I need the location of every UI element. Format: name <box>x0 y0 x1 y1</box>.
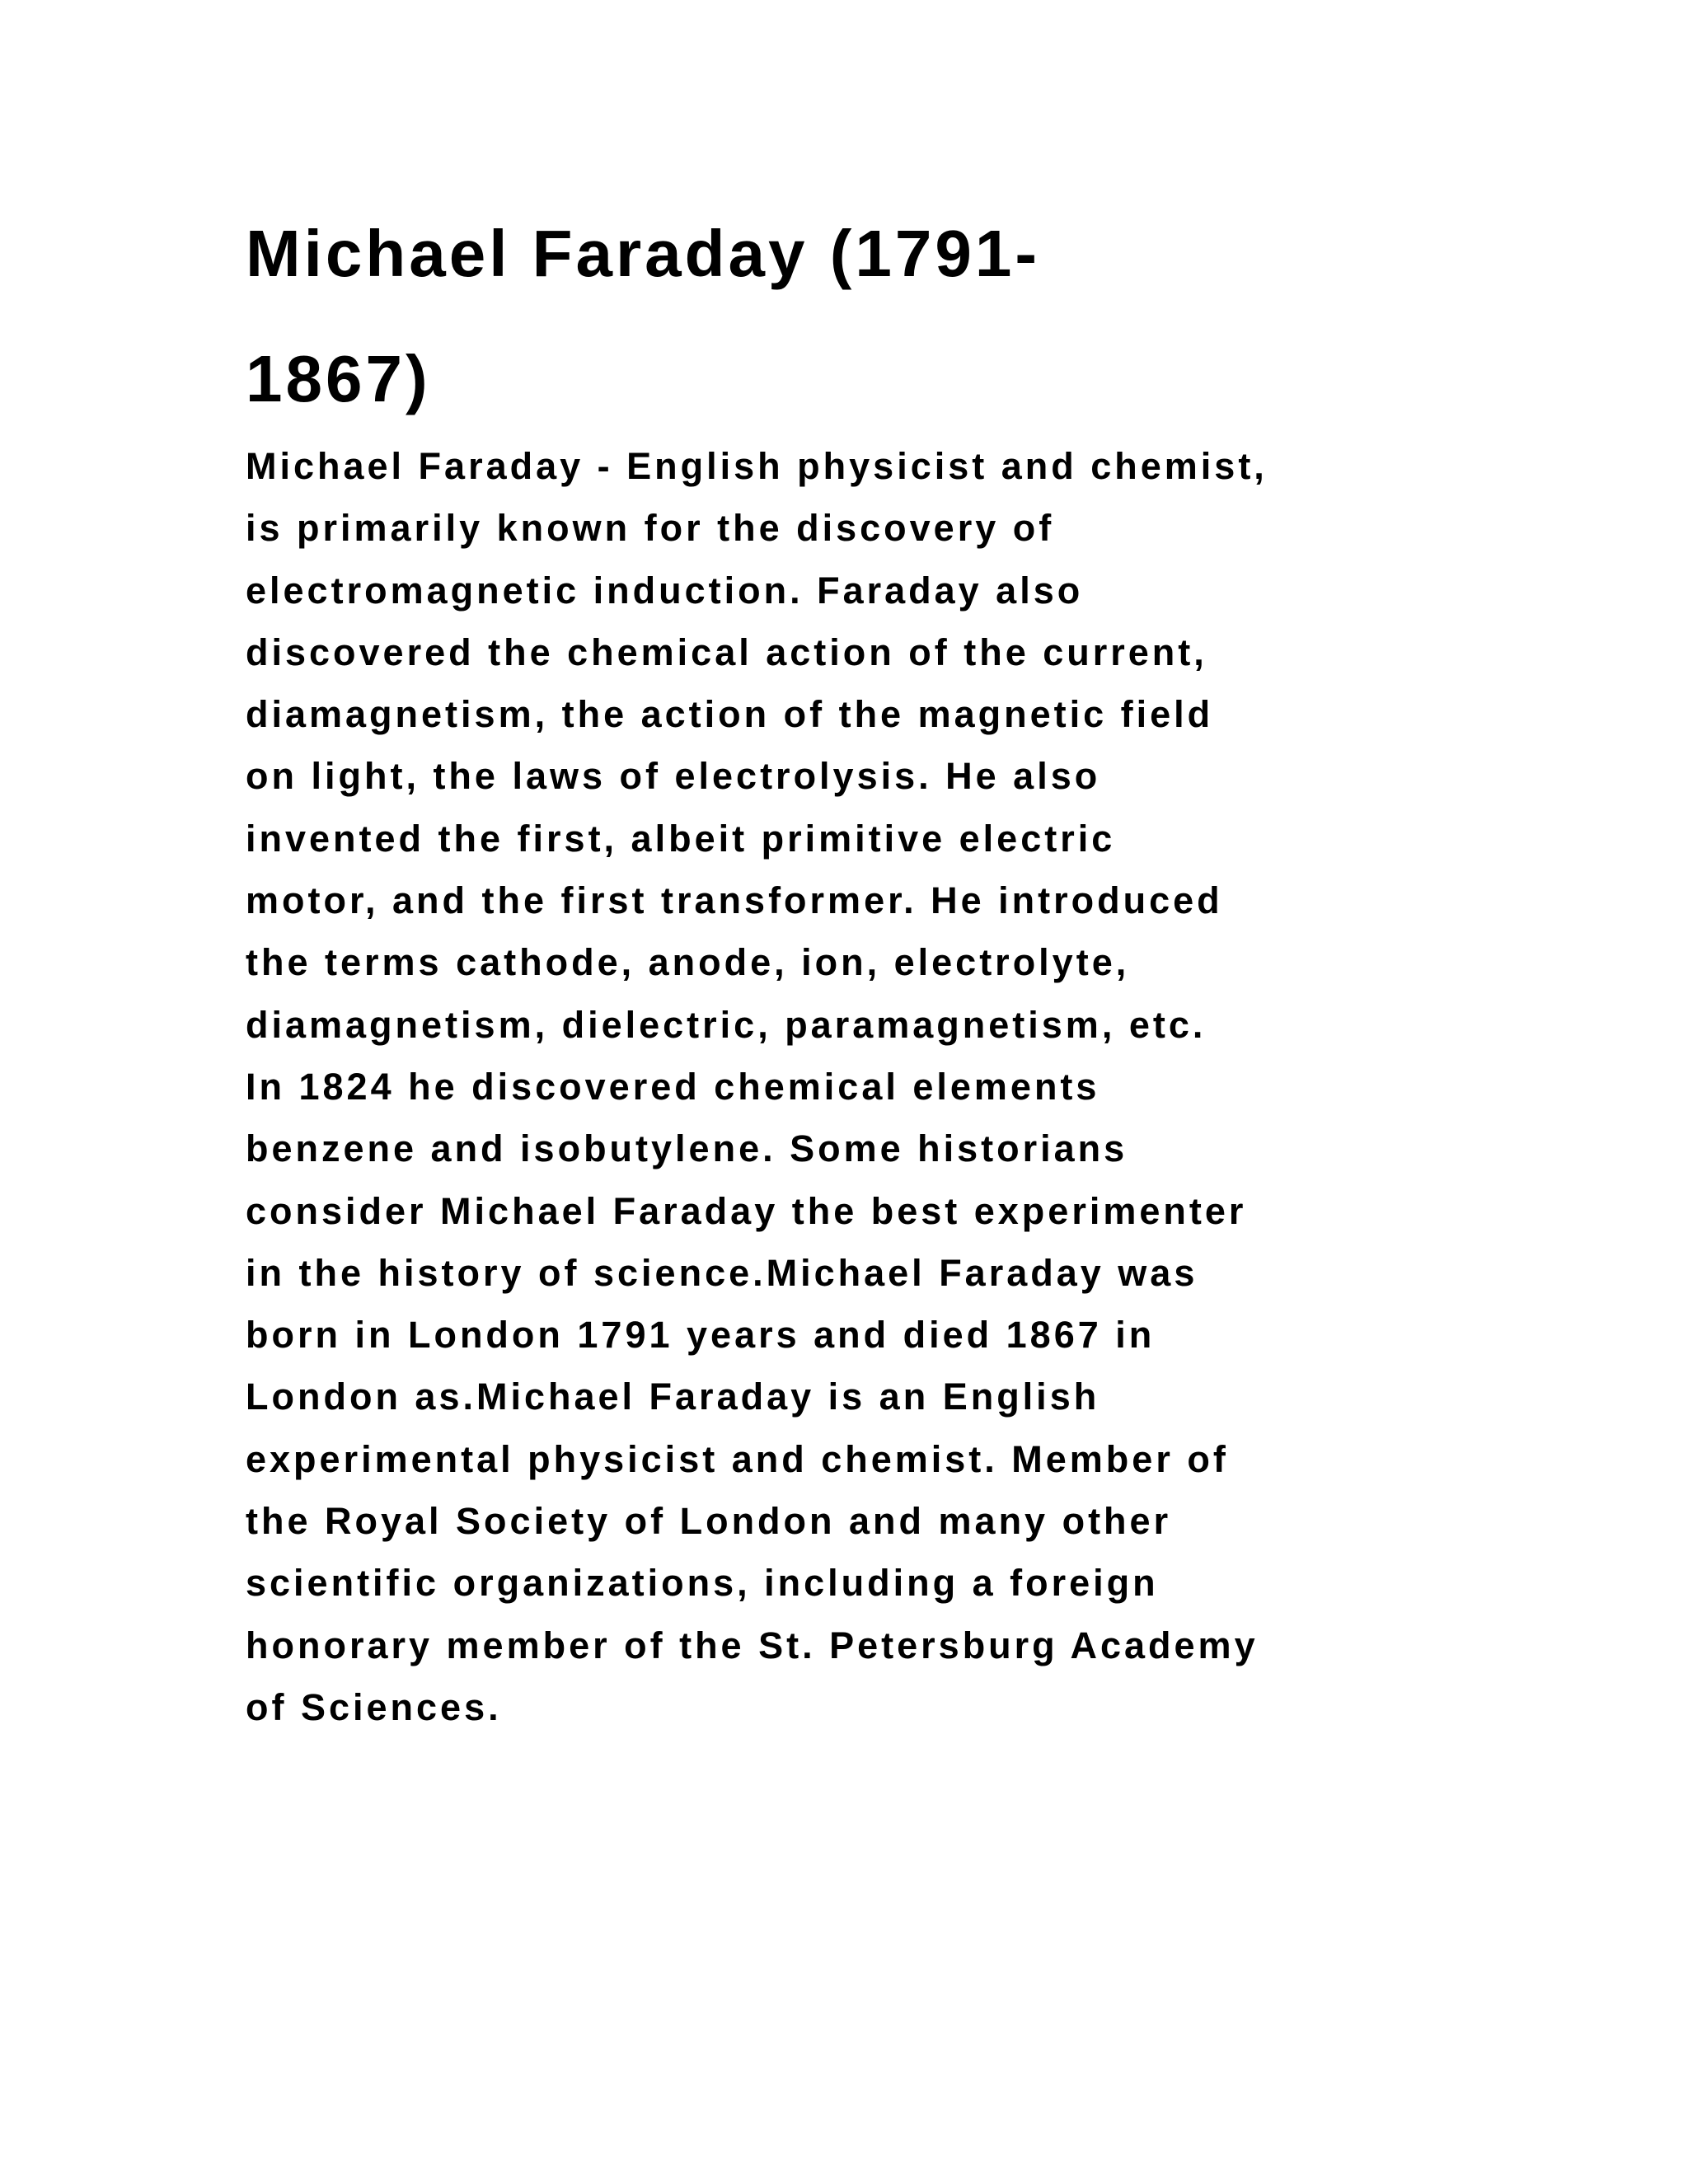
body-line: of Sciences. <box>246 1685 502 1728</box>
body-line: benzene and isobutylene. Some historians <box>246 1127 1128 1170</box>
body-line: London as.Michael Faraday is an English <box>246 1376 1100 1418</box>
body-line: electromagnetic induction. Faraday also <box>246 569 1084 612</box>
body-line: honorary member of the St. Petersburg Academy <box>246 1624 1259 1666</box>
body-line: In 1824 he discovered chemical elements <box>246 1065 1100 1108</box>
body-line: experimental physicist and chemist. Member of <box>246 1437 1229 1480</box>
body-line: scientific organizations, including a foreign <box>246 1562 1159 1605</box>
body-line: diamagnetism, dielectric, paramagnetism, etc. <box>246 1003 1207 1046</box>
body-line: the terms cathode, anode, ion, electrolyte, <box>246 941 1130 984</box>
body-line: the Royal Society of London and many other <box>246 1500 1172 1543</box>
body-line: diamagnetism, the action of the magnetic field <box>246 693 1214 736</box>
body-line: invented the first, albeit primitive electric <box>246 817 1116 860</box>
body-line: born in London 1791 years and died 1867 in <box>246 1314 1156 1357</box>
body-line: on light, the laws of electrolysis. He also <box>246 755 1101 798</box>
body-line: motor, and the first transformer. He introduced <box>246 879 1223 922</box>
title-line: Michael Faraday (1791- <box>246 217 1040 290</box>
title-line: 1867) <box>246 342 431 415</box>
body-line: in the history of science.Michael Faraday was <box>246 1251 1198 1294</box>
page-title <box>246 191 1465 442</box>
body-line: consider Michael Faraday the best experimenter <box>246 1189 1247 1232</box>
body-line: Michael Faraday - English physicist and chemist, <box>246 445 1268 487</box>
body-paragraph <box>246 435 1465 1738</box>
body-line: discovered the chemical action of the current, <box>246 630 1207 673</box>
body-line: is primarily known for the discovery of <box>246 507 1055 550</box>
